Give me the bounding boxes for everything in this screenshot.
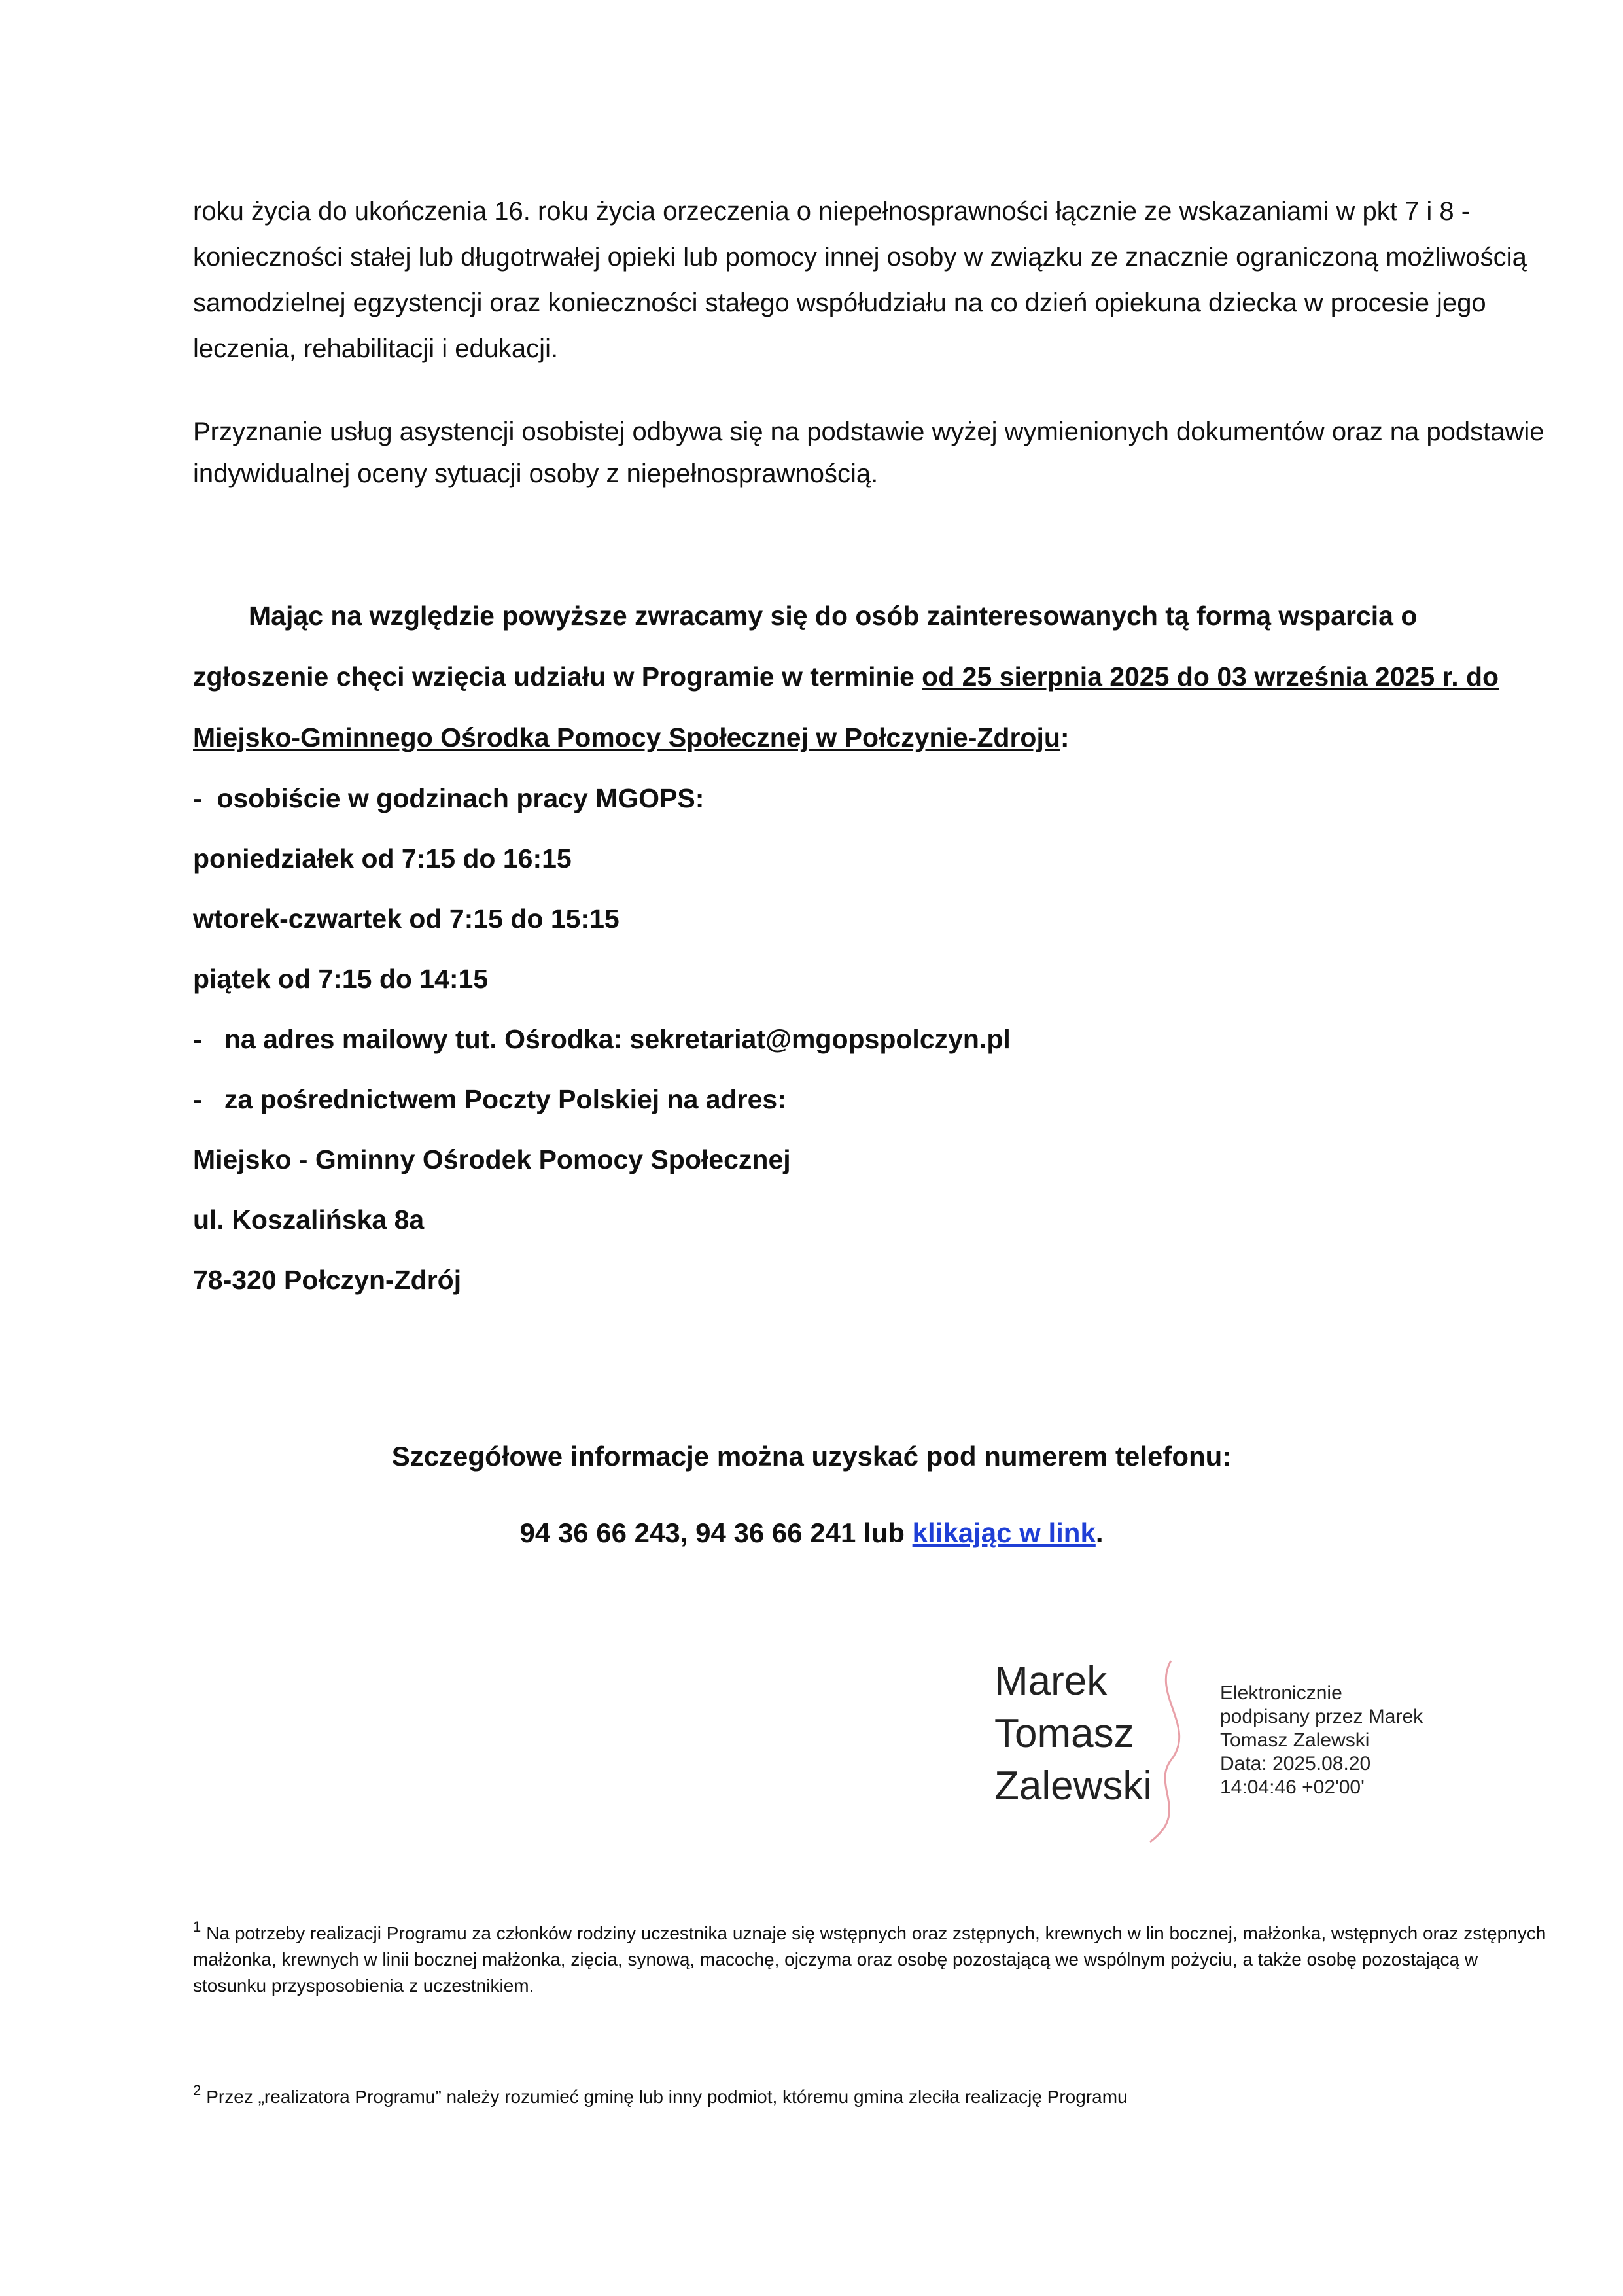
- intro-paragraph-1: roku życia do ukończenia 16. roku życia orzeczenia o niepełnosprawności łącznie ze wskazaniami w pkt 7 i 8 - konieczności stałej lub długotrwałej opieki lub pomocy innej osoby w związku ze znacznie ograniczoną możliwością samodzielnej egzystencji oraz konieczności stałego współudziału na co dzień opiekuna dziecka w procesie jego leczenia, rehabilitacji i edukacji.: [193, 197, 1527, 363]
- phone-numbers: 94 36 66 243, 94 36 66 241 lub: [519, 1517, 913, 1548]
- phones-end: .: [1095, 1517, 1104, 1548]
- footnote-2-text: Przez „realizatora Programu” należy rozumieć gminę lub inny podmiot, któremu gmina zleciła realizację Programu: [206, 2087, 1128, 2107]
- request-colon: :: [1060, 722, 1070, 752]
- signature-detail-line: Tomasz Zalewski: [1220, 1729, 1370, 1751]
- signature-details: [1220, 1682, 1423, 1799]
- footnote-2-number: 2: [193, 2082, 201, 2098]
- request-paragraph: [193, 586, 1554, 768]
- signature-mark-icon: [1125, 1655, 1217, 1845]
- address-line-2: ul. Koszalińska 8a: [193, 1205, 425, 1235]
- request-text: Mając na względzie powyższe zwracamy się do osób zainteresowanych tą formą wsparcia o zgłoszenie chęci wzięcia udziału w Programie w terminie: [193, 601, 1418, 692]
- signer-last-name: Zalewski: [994, 1763, 1153, 1809]
- info-heading: Szczegółowe informacje można uzyskać pod numerem telefonu:: [391, 1441, 1232, 1472]
- signature-date: Data: 2025.08.20: [1220, 1753, 1371, 1775]
- hours-friday: piątek od 7:15 do 14:15: [193, 964, 489, 994]
- footnote-2: [193, 2084, 1554, 2110]
- hours-tue-thu: wtorek-czwartek od 7:15 do 15:15: [193, 904, 620, 934]
- electronic-signature: [994, 1655, 1531, 1852]
- footnote-1-number: 1: [193, 1918, 201, 1935]
- email-option: - na adres mailowy tut. Ośrodka: sekretariat@mgopspolczyn.pl: [193, 1024, 1011, 1054]
- in-person-option: - osobiście w godzinach pracy MGOPS:: [193, 783, 705, 813]
- hours-monday: poniedziałek od 7:15 do 16:15: [193, 843, 572, 874]
- signer-middle-name: Tomasz: [994, 1711, 1134, 1756]
- info-link[interactable]: klikając w link: [912, 1517, 1096, 1548]
- footnote-1-text: Na potrzeby realizacji Programu za członków rodziny uczestnika uznaje się wstępnych oraz zstępnych, krewnych w lin bocznej, małżonka, wstępnych oraz zstępnych małżonka, krewnych w linii bocznej małżonka, zięcia, synową, macochę, ojczyma oraz osobę pozostającą we wspólnym pożyciu, a także osobę pozostającą w stosunku przysposobienia z uczestnikiem.: [193, 1923, 1546, 1996]
- phones-line: [0, 1513, 1623, 1553]
- address-line-1: Miejsko - Gminny Ośrodek Pomocy Społecznej: [193, 1144, 791, 1174]
- signature-detail-line: Elektronicznie: [1220, 1682, 1342, 1704]
- post-option: - za pośrednictwem Poczty Polskiej na adres:: [193, 1084, 786, 1114]
- signature-time: 14:04:46 +02'00': [1220, 1776, 1365, 1798]
- footnote-1: [193, 1920, 1554, 1999]
- deadline-text: od 25 sierpnia 2025 do 03 września 2025 r. do Miejsko-Gminnego Ośrodka Pomocy Społecznej w Połczynie-Zdroju: [193, 662, 1499, 752]
- address-line-3: 78-320 Połczyn-Zdrój: [193, 1265, 462, 1295]
- signer-first-name: Marek: [994, 1659, 1108, 1704]
- intro-paragraph-2: Przyznanie usług asystencji osobistej odbywa się na podstawie wyżej wymienionych dokumentów oraz na podstawie indywidualnej oceny sytuacji osoby z niepełnosprawnością.: [193, 417, 1544, 488]
- signature-detail-line: podpisany przez Marek: [1220, 1706, 1423, 1727]
